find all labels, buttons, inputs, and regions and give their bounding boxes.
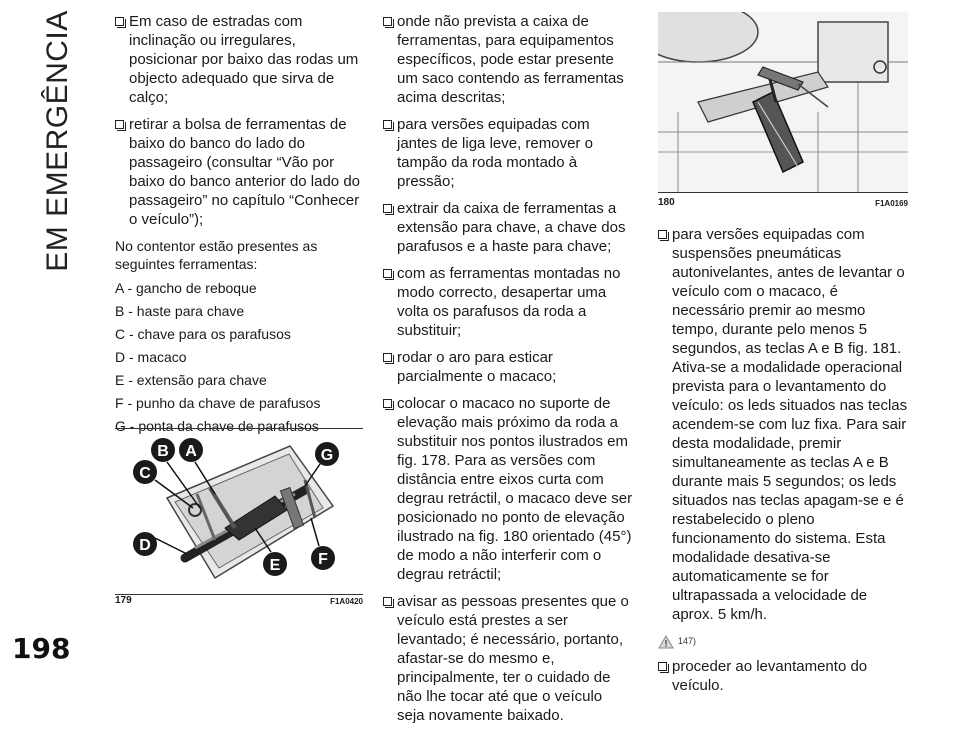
- warning-triangle-icon: [658, 635, 674, 649]
- bullet-text: onde não prevista a caixa de ferramentas, para equipamentos específicos, pode estar presente um saco contendo as ferramentas acima descritas;: [397, 13, 624, 106]
- bullet-item: [383, 394, 633, 584]
- figure-label-g: [315, 442, 339, 466]
- figure-code: F1A0169: [875, 199, 908, 208]
- bullet-text: avisar as pessoas presentes que o veículo está prestes a ser levantado; é necessário, portanto, afastar-se do mesmo e, principalmente, ter o cuidado de não lhe tocar até que o veículo seja novamente baixado.: [397, 593, 629, 724]
- bullet-text: proceder ao levantamento do veículo.: [672, 658, 868, 694]
- svg-text:E: E: [269, 557, 281, 574]
- bullet-item: [383, 12, 633, 107]
- checkbox-bullet-icon: [115, 17, 124, 26]
- svg-text:D: D: [139, 537, 151, 554]
- warning-reference: [658, 632, 908, 651]
- checkbox-bullet-icon: [383, 597, 392, 606]
- bullet-item: [658, 657, 908, 695]
- checkbox-bullet-icon: [383, 399, 392, 408]
- tool-item-f: F - punho da chave de parafusos: [115, 395, 321, 411]
- svg-text:C: C: [139, 465, 151, 482]
- bullet-text: Em caso de estradas com inclinação ou irregulares, posicionar por baixo das rodas um objecto adequado que sirva de calço;: [129, 13, 359, 106]
- checkbox-bullet-icon: [115, 120, 124, 129]
- tool-item-g: G - ponta da chave de parafusos: [115, 418, 319, 434]
- figure-180: [658, 12, 908, 208]
- warning-ref-number: 147): [678, 636, 697, 646]
- bullet-text: para versões equipadas com jantes de liga leve, remover o tampão da roda montado à pressão;: [397, 116, 593, 190]
- figure-label-f: [311, 546, 335, 570]
- column-3: [658, 225, 908, 703]
- figure-label-b: [151, 438, 175, 462]
- checkbox-bullet-icon: [383, 353, 392, 362]
- bullet-text: retirar a bolsa de ferramentas de baixo do banco do lado do passageiro (consultar “Vão por baixo do banco anterior do lado do passageiro” no capítulo “Conhecer o veículo”);: [129, 116, 361, 228]
- tool-item-c: C - chave para os parafusos: [115, 326, 291, 342]
- bullet-text: colocar o macaco no suporte de elevação mais próximo da roda a substituir nos pontos ilustrados em fig. 178. Para as versões com distância entre eixos curta com degrau retráctil, o macaco deve ser posicionado no ponto de elevação ilustrado na fig. 180 orientado (45°) de modo a não interferir com o degrau retráctil;: [397, 395, 633, 583]
- jack-position-illustration: [658, 12, 908, 208]
- checkbox-bullet-icon: [383, 17, 392, 26]
- svg-text:B: B: [157, 443, 169, 460]
- checkbox-bullet-icon: [383, 204, 392, 213]
- checkbox-bullet-icon: [383, 120, 392, 129]
- toolbox-illustration: [115, 428, 363, 606]
- section-title-text: EM EMERGÊNCIA: [41, 10, 74, 272]
- column-1: [115, 12, 365, 440]
- figure-code: F1A0420: [330, 597, 363, 606]
- bullet-item: [383, 264, 633, 340]
- figure-label-d: [133, 532, 157, 556]
- column-2: [383, 12, 633, 733]
- tool-item-b: B - haste para chave: [115, 303, 245, 319]
- svg-text:A: A: [185, 443, 197, 460]
- tools-intro: No contentor estão presentes as seguintes ferramentas:: [115, 238, 318, 272]
- bullet-item: [383, 348, 633, 386]
- tool-item-e: E - extensão para chave: [115, 372, 267, 388]
- svg-text:F: F: [318, 551, 328, 568]
- figure-number: 180: [658, 197, 675, 208]
- section-title: [28, 10, 88, 272]
- figure-179: [115, 428, 363, 606]
- figure-number: 179: [115, 595, 132, 606]
- bullet-text: extrair da caixa de ferramentas a extensão para chave, a chave dos parafusos e a haste para chave;: [397, 200, 626, 255]
- svg-text:G: G: [320, 447, 334, 464]
- bullet-item: [383, 592, 633, 725]
- bullet-text: para versões equipadas com suspensões pneumáticas autonivelantes, antes de levantar o veículo com o macaco, é necessário premir ao mesmo tempo, durante pelo menos 5 segundos, as teclas A e B fig. 181. Ativa-se a modalidade operacional prevista para o levantamento do veículo: os leds situados nas teclas acendem-se com luz fixa. Para sair desta modalidade, premir simultaneamente as teclas A e B durante mais 5 segundos; os leds situados nas teclas apagam-se e é restabelecido o pleno funcionamento do sistema. Esta modalidade desativa-se automaticamente se for ultrapassada a velocidade de aprox. 5 km/h.: [672, 226, 908, 623]
- bullet-text: rodar o aro para esticar parcialmente o macaco;: [397, 349, 557, 385]
- checkbox-bullet-icon: [383, 269, 392, 278]
- bullet-item: [115, 115, 365, 229]
- figure-label-c: [133, 460, 157, 484]
- figure-label-e: [263, 552, 287, 576]
- bullet-item: [383, 199, 633, 256]
- bullet-item: [658, 225, 908, 624]
- bullet-text: com as ferramentas montadas no modo correcto, desapertar uma volta os parafusos da roda a substituir;: [397, 265, 621, 339]
- bullet-item: [383, 115, 633, 191]
- figure-label-a: [179, 438, 203, 462]
- bullet-item: [115, 12, 365, 107]
- checkbox-bullet-icon: [658, 230, 667, 239]
- tool-item-d: D - macaco: [115, 349, 187, 365]
- tool-item-a: A - gancho de reboque: [115, 280, 257, 296]
- checkbox-bullet-icon: [658, 662, 667, 671]
- page-number: 198: [12, 632, 71, 665]
